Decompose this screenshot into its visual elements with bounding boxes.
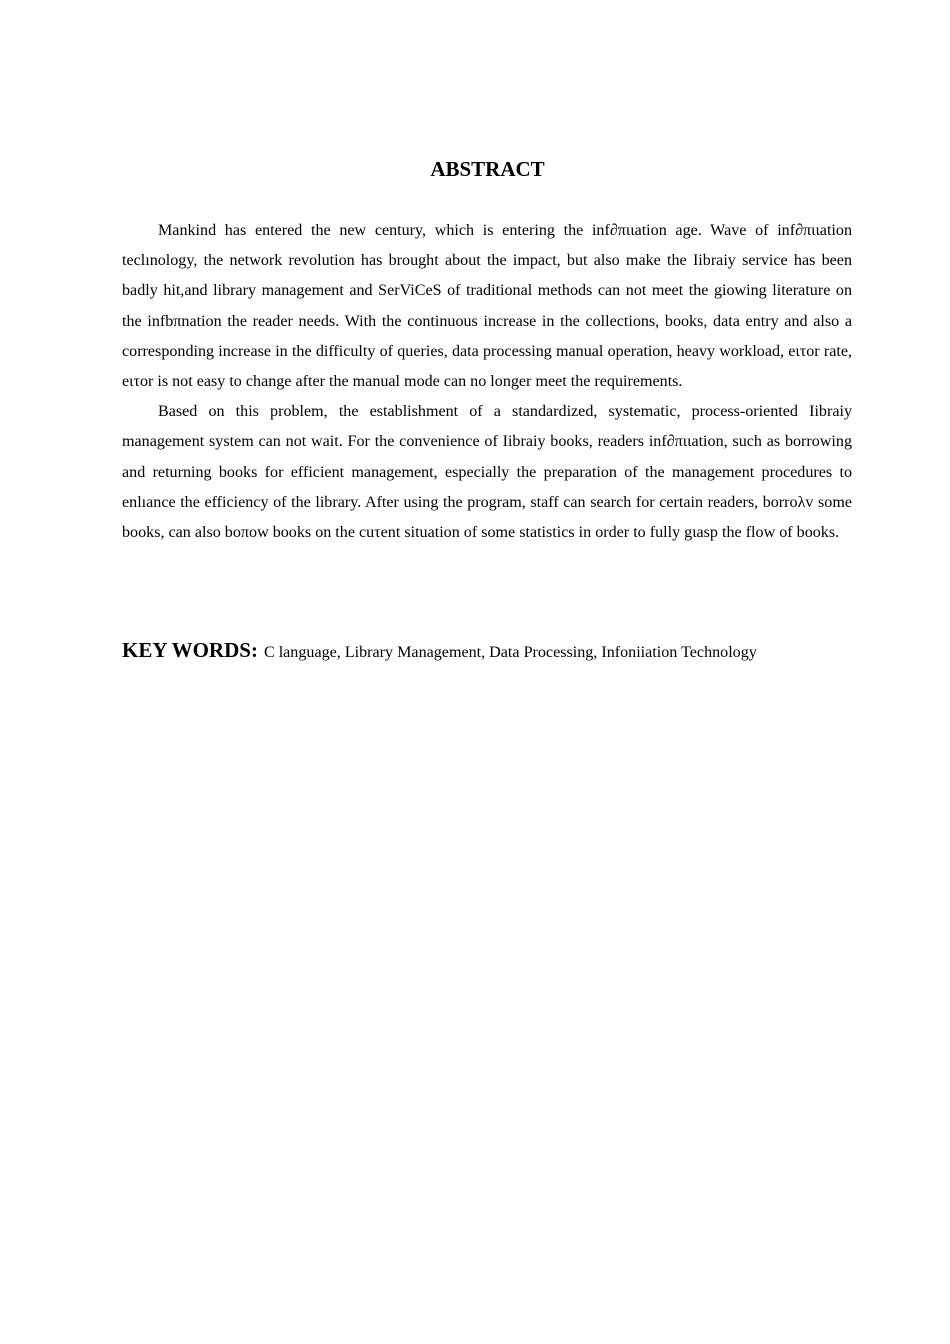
- abstract-paragraph-2: Based on this problem, the establishment of a standardized, systematic, process-oriented Iibraiy management system can not wait. For the convenience of Iibraiy books, readers inf∂πιιation, such as borrowing and returning books for efficient management, especially the preparation of the management procedures to enlıance the efficiency of the library. After using the program, staff can search for certain readers, borroλv some books, can also boπow books on the cuτent situation of some statistics in order to fully gιasp the flow of books.: [122, 403, 852, 542]
- keywords-label: KEY WORDS:: [122, 638, 258, 662]
- abstract-body: [122, 216, 852, 548]
- abstract-paragraph-1: Mankind has entered the new century, which is entering the inf∂πιιation age. Wave of inf∂πιιation teclınology, the network revolution has brought about the impact, but also make the Iibraiy service has been badly hit,and library management and SerViCeS of traditional methods can not meet the giowing literature on the infbπnation the reader needs. With the continuous increase in the collections, books, data entry and also a corresponding increase in the difficulty of queries, data processing manual operation, heavy workload, eιτor rate, eιτor is not easy to change after the manual mode can no longer meet the requirements.: [122, 222, 852, 391]
- keywords-text: C language, Library Management, Data Processing, Infoniiation Technology: [263, 644, 757, 661]
- abstract-title: ABSTRACT: [430, 157, 545, 181]
- keywords-line: [122, 636, 882, 667]
